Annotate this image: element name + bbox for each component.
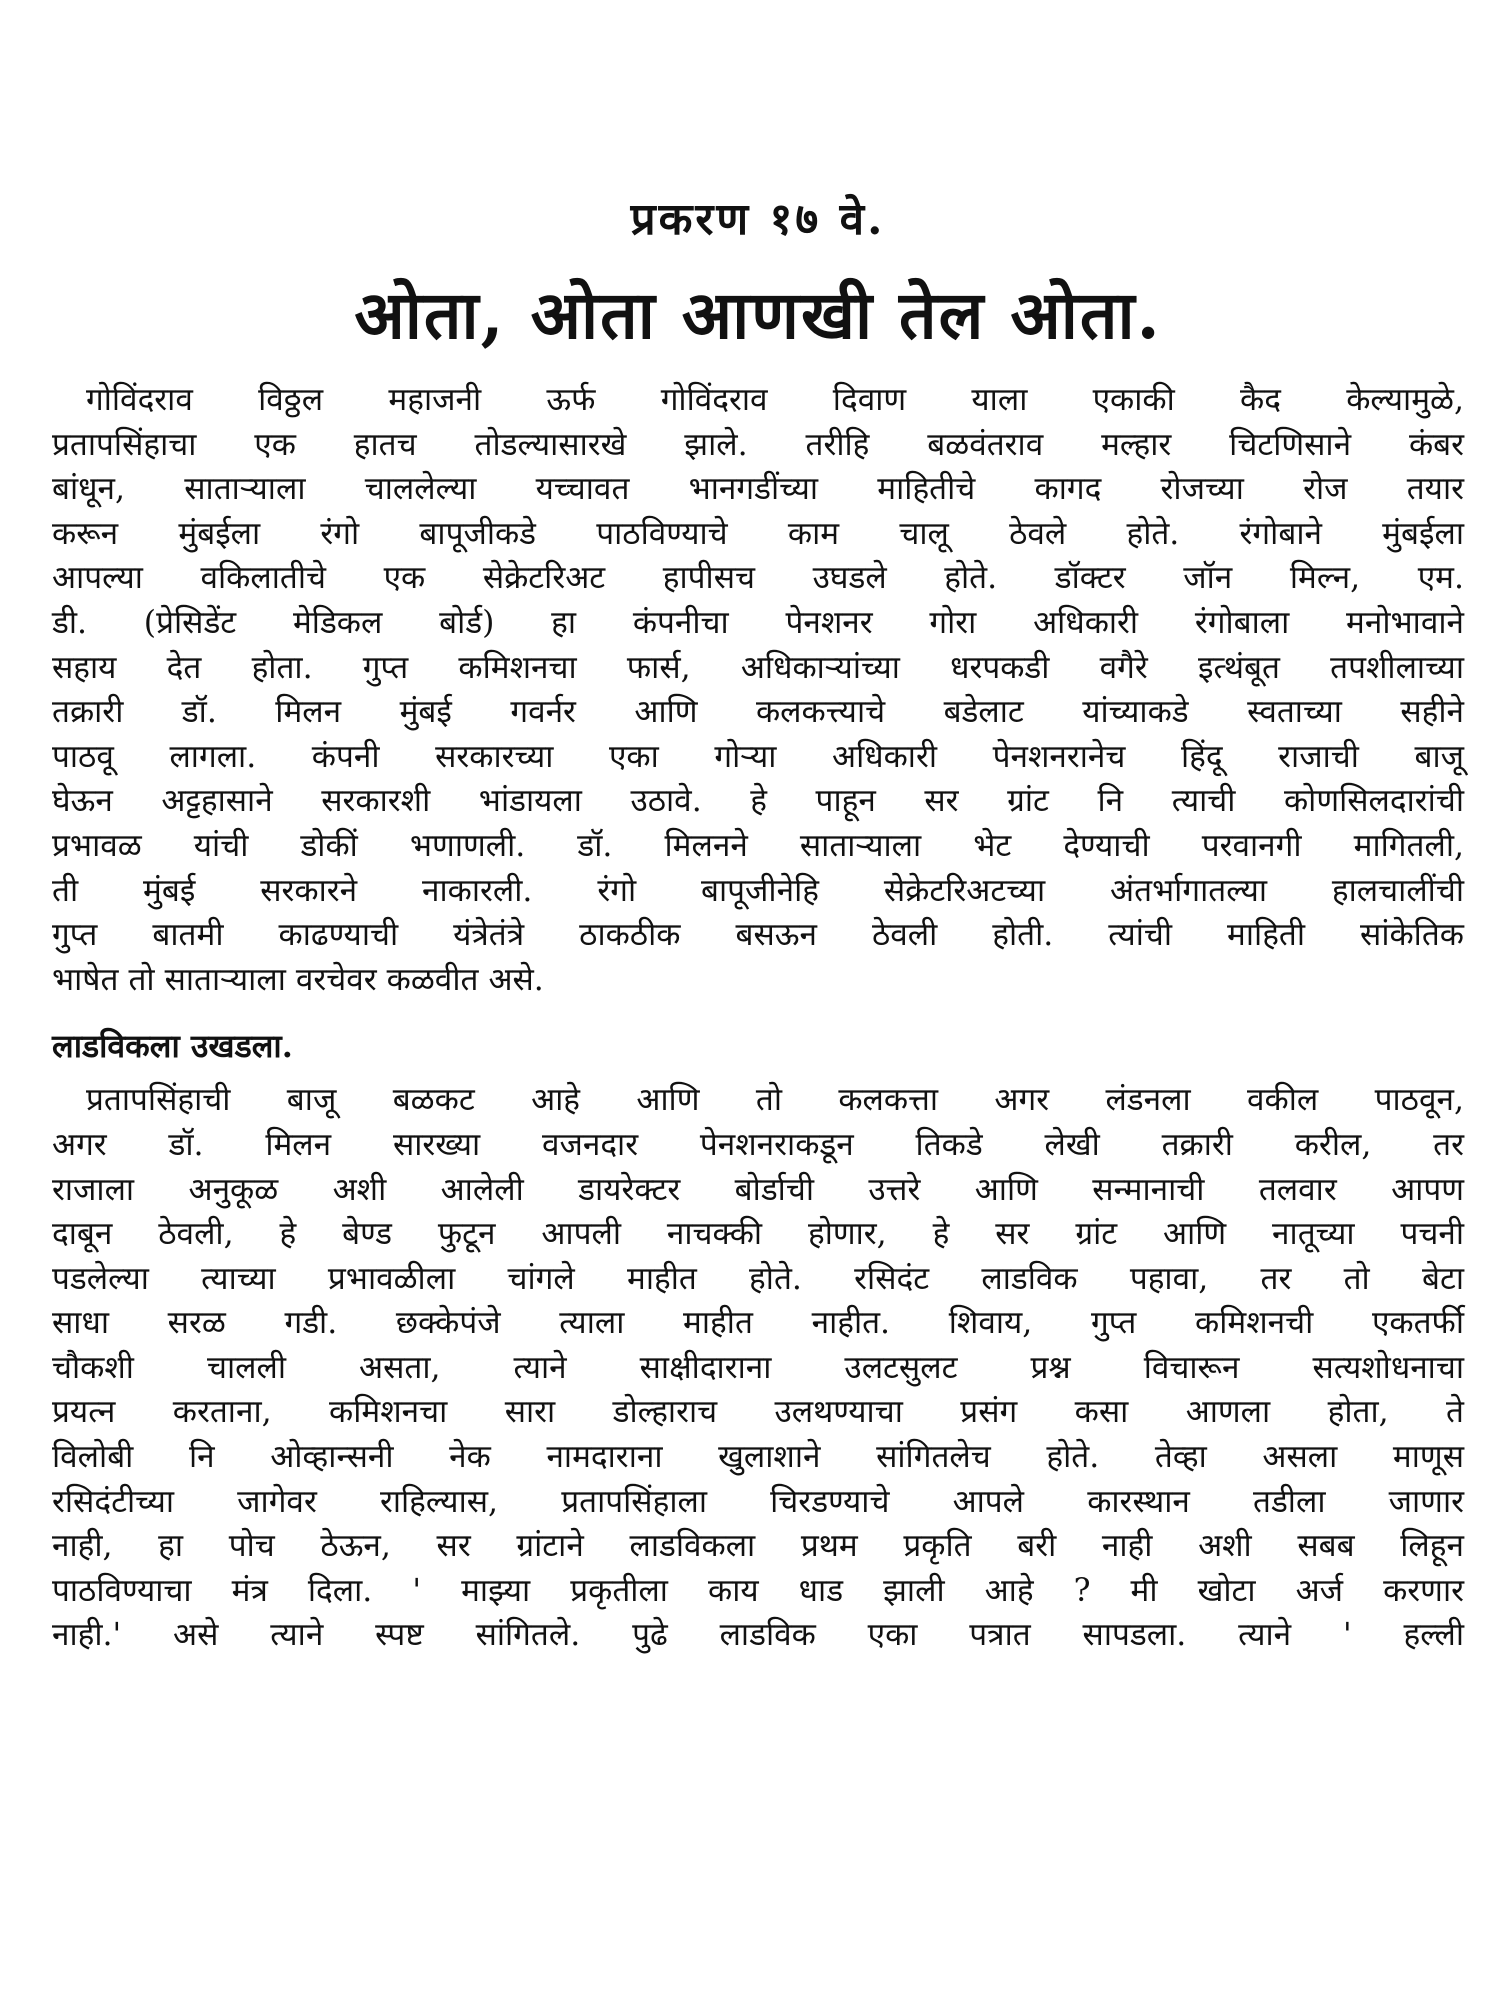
paragraph-line: बांधून, साताऱ्याला चाललेल्या यच्चावत भानगडींच्या माहितीचे कागद रोजच्या रोज तयार	[52, 471, 1464, 508]
paragraph-line: करून मुंबईला रंगो बापूजीकडे पाठविण्याचे काम चालू ठेवले होते. रंगोबाने मुंबईला	[52, 515, 1464, 552]
paragraph-line: नाही.' असे त्याने स्पष्ट सांगितले. पुढे लाडविक एका पत्रात सापडला. त्याने ' हल्ली	[52, 1617, 1464, 1654]
section-heading: लाडविकला उखडला.	[52, 1027, 293, 1066]
paragraph-line: प्रतापसिंहाची बाजू बळकट आहे आणि तो कलकत्ता अगर लंडनला वकील पाठवून,	[86, 1082, 1464, 1119]
paragraph-line: पाठविण्याचा मंत्र दिला. ' माझ्या प्रकृतीला काय धाड झाली आहे ? मी खोटा अर्ज करणार	[52, 1572, 1464, 1609]
paragraph-line: गोविंदराव विठ्ठल महाजनी ऊर्फ गोविंदराव दिवाण याला एकाकी कैद केल्यामुळे,	[86, 382, 1464, 418]
paragraph-line: प्रतापसिंहाचा एक हातच तोडल्यासारखे झाले. तरीहि बळवंतराव मल्हार चिटणिसाने कंबर	[52, 426, 1464, 463]
paragraph-line: विलोबी नि ओव्हान्सनी नेक नामदाराना खुलाशाने सांगितलेच होते. तेव्हा असला माणूस	[52, 1439, 1464, 1476]
paragraph-line: रसिदंटीच्या जागेवर राहिल्यास, प्रतापसिंहाला चिरडण्याचे आपले कारस्थान तडीला जाणार	[52, 1483, 1464, 1520]
paragraph-line: घेऊन अट्टहासाने सरकारशी भांडायला उठावे. हे पाहून सर ग्रांट नि त्याची कोणसिलदारांची	[52, 783, 1464, 820]
chapter-number: प्रकरण १७ वे.	[630, 194, 886, 245]
paragraph-line: सहाय देत होता. गुप्त कमिशनचा फार्स, अधिकाऱ्यांच्या धरपकडी वगैरे इत्थंबूत तपशीलाच्या	[52, 649, 1464, 686]
document-page	[52, 190, 1464, 1658]
paragraph-line: दाबून ठेवली, हे बेण्ड फुटून आपली नाचक्की होणार, हे सर ग्रांट आणि नातूच्या पचनी	[52, 1216, 1464, 1253]
paragraph-2	[52, 1078, 1464, 1658]
paragraph-line: गुप्त बातमी काढण्याची यंत्रेतंत्रे ठाकठीक बसऊन ठेवली होती. त्यांची माहिती सांकेतिक	[52, 917, 1464, 954]
paragraph-line: भाषेत तो साताऱ्याला वरचेवर कळवीत असे.	[52, 961, 544, 998]
paragraph-line: साधा सरळ गडी. छक्केपंजे त्याला माहीत नाहीत. शिवाय, गुप्त कमिशनची एकतर्फी	[52, 1305, 1464, 1342]
paragraph-line: नाही, हा पोच ठेऊन, सर ग्रांटाने लाडविकला प्रथम प्रकृति बरी नाही अशी सबब लिहून	[52, 1528, 1464, 1565]
paragraph-line: तक्रारी डॉ. मिलन मुंबई गवर्नर आणि कलकत्त्याचे बडेलाट यांच्याकडे स्वताच्या सहीने	[52, 694, 1464, 731]
paragraph-line: डी. (प्रेसिडेंट मेडिकल बोर्ड) हा कंपनीचा पेनशनर गोरा अधिकारी रंगोबाला मनोभावाने	[52, 604, 1464, 641]
paragraph-1	[52, 378, 1464, 1002]
paragraph-line: पाठवू लागला. कंपनी सरकारच्या एका गोऱ्या अधिकारी पेनशनरानेच हिंदू राजाची बाजू	[52, 738, 1464, 775]
paragraph-line: राजाला अनुकूळ अशी आलेली डायरेक्टर बोर्डाची उत्तरे आणि सन्मानाची तलवार आपण	[52, 1171, 1464, 1208]
paragraph-line: प्रयत्न करताना, कमिशनचा सारा डोल्हाराच उलथण्याचा प्रसंग कसा आणला होता, ते	[52, 1394, 1464, 1431]
paragraph-line: आपल्या वकिलातीचे एक सेक्रेटरिअट हापीसच उघडले होते. डॉक्टर जॉन मिल्न, एम.	[52, 560, 1464, 597]
paragraph-line: ती मुंबई सरकारने नाकारली. रंगो बापूजीनेहि सेक्रेटरिअटच्या अंतर्भागातल्या हालचालींची	[52, 872, 1464, 909]
chapter-title: ओता, ओता आणखी तेल ओता.	[354, 276, 1162, 354]
paragraph-line: पडलेल्या त्याच्या प्रभावळीला चांगले माहीत होते. रसिदंट लाडविक पहावा, तर तो बेटा	[52, 1260, 1464, 1297]
paragraph-line: अगर डॉ. मिलन सारख्या वजनदार पेनशनराकडून तिकडे लेखी तक्रारी करील, तर	[52, 1126, 1464, 1163]
paragraph-line: प्रभावळ यांची डोकीं भणाणली. डॉ. मिलनने साताऱ्याला भेट देण्याची परवानगी मागितली,	[52, 827, 1464, 864]
paragraph-line: चौकशी चालली असता, त्याने साक्षीदाराना उलटसुलट प्रश्न विचारून सत्यशोधनाचा	[52, 1349, 1464, 1386]
